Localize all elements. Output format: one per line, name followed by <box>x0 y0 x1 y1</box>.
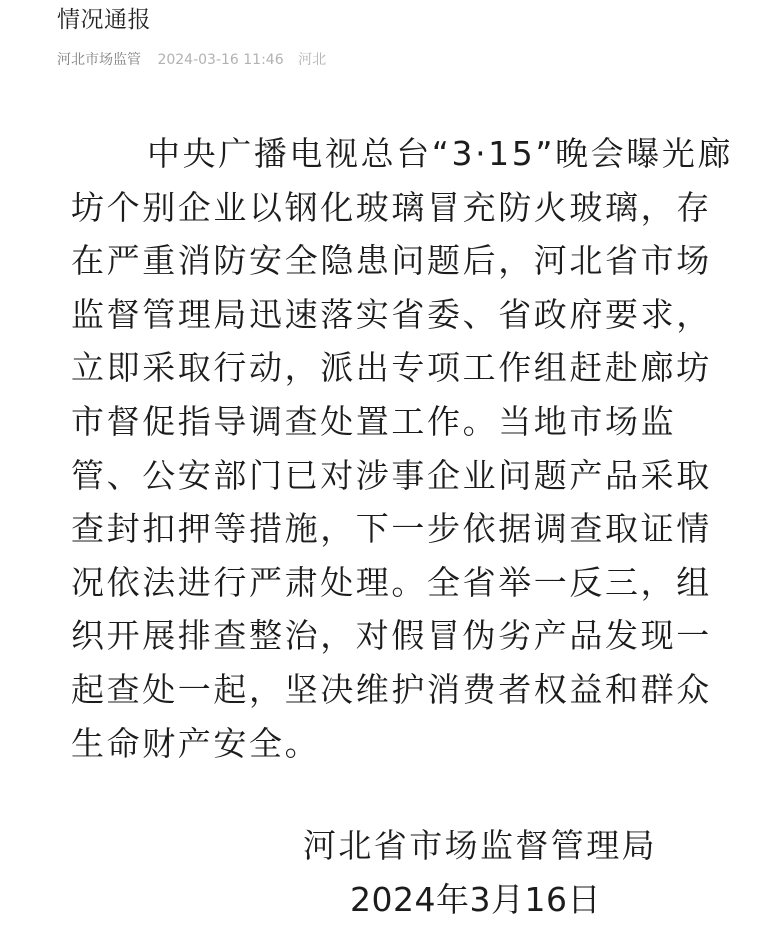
body-line: 起查处一起，坚决维护消费者权益和群众 <box>71 669 712 709</box>
signature-date: 2024年3月16日 <box>350 880 601 919</box>
body-line: 立即采取行动，派出专项工作组赶赴廊坊 <box>71 348 712 388</box>
account-name-link[interactable]: 河北市场监管 <box>57 52 141 68</box>
body-line: 坊个别企业以钢化玻璃冒充防火玻璃，存 <box>71 187 712 227</box>
body-line: 查封扣押等措施，下一步依据调查取证情 <box>71 509 712 549</box>
body-line: 在严重消防安全隐患问题后，河北省市场 <box>71 241 712 281</box>
publish-region: 河北 <box>298 52 327 68</box>
body-line: 监督管理局迅速落实省委、省政府要求， <box>71 294 712 334</box>
publish-timestamp: 2024-03-16 11:46 <box>157 52 284 68</box>
article-meta <box>57 50 326 70</box>
article-title: 情况通报 <box>57 7 151 33</box>
signature-issuer: 河北省市场监督管理局 <box>303 826 657 865</box>
body-line: 管、公安部门已对涉事企业问题产品采取 <box>71 455 712 495</box>
article-body <box>71 129 734 772</box>
body-line: 市督促指导调查处置工作。当地市场监 <box>71 401 677 441</box>
body-line: 况依法进行严肃处理。全省举一反三，组 <box>71 562 712 602</box>
body-line: 中央广播电视总台“3·15”晚会曝光廊 <box>147 134 734 173</box>
body-line: 生命财产安全。 <box>71 723 321 763</box>
body-line: 织开展排查整治，对假冒伪劣产品发现一 <box>71 616 712 656</box>
